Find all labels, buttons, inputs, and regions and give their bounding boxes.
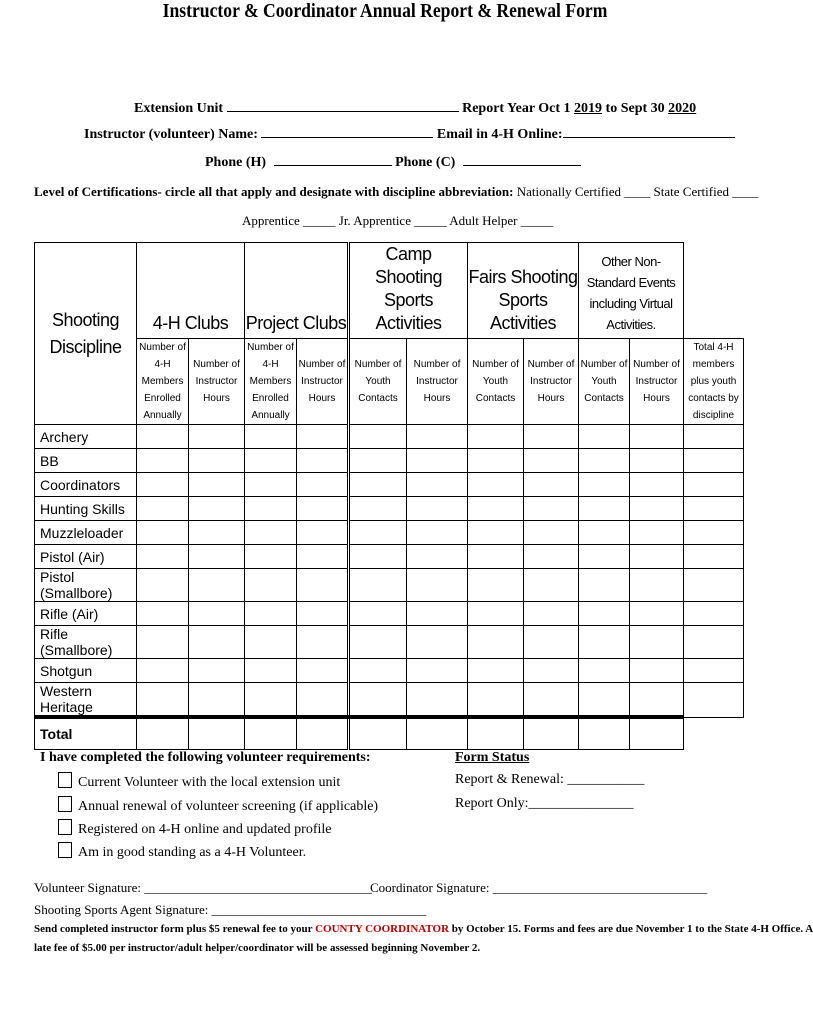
data-cell[interactable] — [579, 497, 630, 521]
data-cell[interactable] — [684, 497, 744, 521]
data-cell[interactable] — [468, 473, 524, 497]
group-fairs-shooting: Fairs Shooting Sports Activities — [468, 243, 579, 339]
data-cell[interactable] — [524, 497, 579, 521]
data-cell[interactable] — [524, 683, 579, 718]
footer-part2: by October 15. Forms and fees are due November 1 to the State 4-H Office. A — [451, 923, 813, 935]
data-cell[interactable] — [245, 569, 297, 602]
data-cell[interactable] — [189, 659, 245, 683]
data-cell[interactable] — [579, 569, 630, 602]
data-cell[interactable] — [349, 659, 407, 683]
phone-c-field[interactable] — [463, 165, 581, 166]
data-cell[interactable] — [189, 683, 245, 718]
data-cell[interactable] — [630, 659, 684, 683]
data-cell[interactable] — [297, 545, 349, 569]
discipline-label: Western Heritage — [35, 683, 137, 718]
data-cell[interactable] — [137, 521, 189, 545]
data-cell[interactable] — [245, 473, 297, 497]
phone-h-label: Phone (H) — [205, 155, 267, 170]
report-year-to: to Sept 30 — [605, 101, 665, 116]
discipline-label: Rifle (Air) — [35, 602, 137, 626]
phone-h-field[interactable] — [274, 165, 392, 166]
data-cell[interactable] — [137, 449, 189, 473]
discipline-label: Muzzleloader — [35, 521, 137, 545]
data-cell[interactable] — [297, 659, 349, 683]
certifications-line-2 — [242, 213, 553, 229]
data-cell[interactable] — [579, 521, 630, 545]
apprentice[interactable]: Apprentice _____ — [242, 213, 336, 228]
year-end: 2020 — [668, 101, 697, 116]
data-cell[interactable] — [407, 659, 468, 683]
total-cell[interactable] — [630, 717, 684, 750]
discipline-label: Coordinators — [35, 473, 137, 497]
requirement-item[interactable] — [58, 772, 340, 791]
certifications-label: Level of Certifications- circle all that apply and designate with discipline abbreviation: — [34, 184, 514, 199]
project-hours-header: Number of Instructor Hours — [297, 339, 349, 425]
data-cell[interactable] — [407, 683, 468, 718]
fairs-hours-header: Number of Instructor Hours — [524, 339, 579, 425]
requirement-item[interactable] — [58, 842, 306, 861]
data-cell[interactable] — [297, 569, 349, 602]
total-cell[interactable] — [579, 717, 630, 750]
data-cell[interactable] — [630, 521, 684, 545]
total-members-header: Total 4-H members plus youth contacts by discipline — [684, 339, 744, 425]
total-blank — [684, 717, 744, 750]
total-cell[interactable] — [137, 717, 189, 750]
data-cell[interactable] — [468, 683, 524, 718]
discipline-label: Shotgun — [35, 659, 137, 683]
email-field[interactable] — [563, 137, 735, 138]
coordinator-signature[interactable]: Coordinator Signature: _________________________________ — [370, 880, 708, 895]
discipline-row — [35, 626, 744, 659]
data-cell[interactable] — [349, 425, 407, 449]
data-cell[interactable] — [524, 473, 579, 497]
nationally-certified[interactable]: Nationally Certified ____ — [516, 184, 651, 199]
data-cell[interactable] — [524, 626, 579, 659]
data-cell[interactable] — [524, 449, 579, 473]
data-cell[interactable] — [630, 449, 684, 473]
data-cell[interactable] — [189, 497, 245, 521]
requirement-label: Annual renewal of volunteer screening (if applicable) — [78, 799, 379, 814]
data-cell[interactable] — [684, 569, 744, 602]
discipline-row — [35, 473, 744, 497]
data-cell[interactable] — [684, 545, 744, 569]
total-cell[interactable] — [524, 717, 579, 750]
data-cell[interactable] — [684, 521, 744, 545]
requirement-item[interactable] — [58, 796, 378, 815]
data-cell[interactable] — [579, 602, 630, 626]
data-cell[interactable] — [684, 626, 744, 659]
discipline-label: BB — [35, 449, 137, 473]
data-cell[interactable] — [137, 425, 189, 449]
data-cell[interactable] — [137, 545, 189, 569]
data-cell[interactable] — [684, 683, 744, 718]
data-cell[interactable] — [630, 626, 684, 659]
data-cell[interactable] — [245, 659, 297, 683]
data-cell[interactable] — [684, 449, 744, 473]
data-cell[interactable] — [579, 545, 630, 569]
form-status-renewal[interactable]: Report & Renewal: ___________ — [455, 772, 645, 787]
discipline-row — [35, 683, 744, 718]
data-cell[interactable] — [468, 602, 524, 626]
instructor-name-label: Instructor (volunteer) Name: — [84, 127, 258, 142]
clubs-hours-header: Number of Instructor Hours — [189, 339, 245, 425]
discipline-label: Rifle (Smallbore) — [35, 626, 137, 659]
year-start: 2019 — [574, 101, 603, 116]
data-cell[interactable] — [349, 683, 407, 718]
data-cell[interactable] — [245, 602, 297, 626]
data-cell[interactable] — [407, 497, 468, 521]
data-cell[interactable] — [349, 521, 407, 545]
data-cell[interactable] — [297, 626, 349, 659]
data-cell[interactable] — [468, 569, 524, 602]
discipline-label: Pistol (Air) — [35, 545, 137, 569]
state-certified[interactable]: State Certified ____ — [653, 184, 759, 199]
group-4h-clubs: 4-H Clubs — [137, 243, 245, 339]
data-cell[interactable] — [579, 449, 630, 473]
total-cell[interactable] — [189, 717, 245, 750]
adult-helper[interactable]: Adult Helper _____ — [449, 213, 554, 228]
data-cell[interactable] — [524, 602, 579, 626]
fairs-youth-header: Number of Youth Contacts — [468, 339, 524, 425]
shooting-discipline-label: Shooting Discipline — [49, 309, 122, 357]
data-cell[interactable] — [349, 473, 407, 497]
data-cell[interactable] — [349, 449, 407, 473]
data-cell[interactable] — [684, 425, 744, 449]
discipline-row — [35, 602, 744, 626]
data-cell[interactable] — [630, 569, 684, 602]
data-cell[interactable] — [297, 425, 349, 449]
agent-signature[interactable]: Shooting Sports Agent Signature: _________________________________ — [34, 902, 427, 917]
extension-unit-label: Extension Unit — [134, 101, 224, 116]
data-cell[interactable] — [189, 626, 245, 659]
data-cell[interactable] — [137, 659, 189, 683]
data-cell[interactable] — [524, 569, 579, 602]
data-cell[interactable] — [349, 602, 407, 626]
certifications-line — [34, 184, 758, 200]
data-cell[interactable] — [189, 545, 245, 569]
other-hours-header: Number of Instructor Hours — [630, 339, 684, 425]
data-cell[interactable] — [630, 683, 684, 718]
phone-line — [205, 155, 581, 171]
total-label: Total — [35, 717, 137, 750]
data-cell[interactable] — [407, 626, 468, 659]
extension-unit-line — [134, 101, 696, 117]
data-cell[interactable] — [189, 449, 245, 473]
clubs-members-header: Number of 4-H Members Enrolled Annually — [137, 339, 189, 425]
total-cell[interactable] — [297, 717, 349, 750]
data-cell[interactable] — [137, 683, 189, 718]
jr-apprentice[interactable]: Jr. Apprentice _____ — [338, 213, 447, 228]
discipline-row — [35, 545, 744, 569]
group-project-clubs: Project Clubs — [245, 243, 349, 339]
data-cell[interactable] — [630, 497, 684, 521]
discipline-label: Pistol (Smallbore) — [35, 569, 137, 602]
discipline-row — [35, 449, 744, 473]
data-cell[interactable] — [297, 683, 349, 718]
data-cell[interactable] — [407, 602, 468, 626]
total-cell[interactable] — [349, 717, 407, 750]
data-cell[interactable] — [468, 521, 524, 545]
data-cell[interactable] — [137, 602, 189, 626]
requirement-label: Current Volunteer with the local extension unit — [78, 775, 341, 790]
data-cell[interactable] — [137, 569, 189, 602]
data-cell[interactable] — [245, 521, 297, 545]
discipline-row — [35, 659, 744, 683]
data-cell[interactable] — [630, 602, 684, 626]
data-cell[interactable] — [189, 425, 245, 449]
requirement-label: Am in good standing as a 4-H Volunteer. — [78, 845, 307, 860]
data-cell[interactable] — [407, 521, 468, 545]
data-cell[interactable] — [524, 545, 579, 569]
camp-hours-header: Number of Instructor Hours — [407, 339, 468, 425]
checkbox[interactable] — [58, 842, 72, 858]
data-cell[interactable] — [189, 473, 245, 497]
data-cell[interactable] — [137, 626, 189, 659]
discipline-label: Archery — [35, 425, 137, 449]
data-cell[interactable] — [630, 473, 684, 497]
instructor-name-field[interactable] — [261, 137, 433, 138]
requirement-item[interactable] — [58, 819, 331, 838]
data-cell[interactable] — [189, 569, 245, 602]
camp-youth-header: Number of Youth Contacts — [349, 339, 407, 425]
discipline-row — [35, 569, 744, 602]
report-year-prefix: Report Year Oct 1 — [462, 101, 571, 116]
data-cell[interactable] — [349, 626, 407, 659]
data-cell[interactable] — [684, 473, 744, 497]
data-cell[interactable] — [245, 425, 297, 449]
header-blank — [684, 243, 744, 339]
discipline-row — [35, 521, 744, 545]
instructor-line — [84, 127, 735, 143]
data-cell[interactable] — [630, 545, 684, 569]
shooting-discipline-header — [35, 243, 137, 425]
volunteer-signature[interactable]: Volunteer Signature: ___________________________________ — [34, 880, 372, 895]
data-cell[interactable] — [189, 602, 245, 626]
data-cell[interactable] — [245, 626, 297, 659]
footer-part1: Send completed instructor form plus $5 renewal fee to your — [34, 923, 313, 935]
data-cell[interactable] — [245, 449, 297, 473]
county-coordinator: COUNTY COORDINATOR — [315, 923, 450, 935]
data-cell[interactable] — [407, 545, 468, 569]
data-cell[interactable] — [407, 425, 468, 449]
data-cell[interactable] — [579, 425, 630, 449]
data-cell[interactable] — [579, 659, 630, 683]
data-cell[interactable] — [297, 449, 349, 473]
extension-unit-field[interactable] — [227, 111, 459, 112]
data-cell[interactable] — [468, 425, 524, 449]
total-cell[interactable] — [245, 717, 297, 750]
form-status-heading: Form Status — [455, 750, 530, 765]
other-youth-header: Number of Youth Contacts — [579, 339, 630, 425]
data-cell[interactable] — [245, 683, 297, 718]
data-cell[interactable] — [297, 473, 349, 497]
group-other-events: Other Non-Standard Events including Virtual Activities. — [579, 243, 684, 339]
data-cell[interactable] — [579, 683, 630, 718]
data-cell[interactable] — [245, 545, 297, 569]
total-cell[interactable] — [468, 717, 524, 750]
checkbox[interactable] — [58, 772, 72, 788]
total-cell[interactable] — [407, 717, 468, 750]
discipline-row — [35, 425, 744, 449]
data-cell[interactable] — [407, 449, 468, 473]
data-cell[interactable] — [579, 626, 630, 659]
data-cell[interactable] — [137, 473, 189, 497]
data-cell[interactable] — [630, 425, 684, 449]
data-cell[interactable] — [684, 659, 744, 683]
data-cell[interactable] — [297, 521, 349, 545]
data-cell[interactable] — [245, 497, 297, 521]
data-cell[interactable] — [524, 425, 579, 449]
discipline-label: Hunting Skills — [35, 497, 137, 521]
data-cell[interactable] — [407, 569, 468, 602]
data-cell[interactable] — [468, 545, 524, 569]
checkbox[interactable] — [58, 819, 72, 835]
footer-note-line-2: late fee of $5.00 per instructor/adult helper/coordinator will be assessed beginning November 2. — [34, 942, 481, 954]
requirement-label: Registered on 4-H online and updated profile — [78, 822, 332, 837]
data-cell[interactable] — [468, 497, 524, 521]
data-cell[interactable] — [407, 473, 468, 497]
data-cell[interactable] — [468, 659, 524, 683]
footer-note-line-1 — [34, 923, 813, 935]
data-cell[interactable] — [524, 659, 579, 683]
data-cell[interactable] — [684, 602, 744, 626]
data-cell[interactable] — [349, 569, 407, 602]
phone-c-label: Phone (C) — [395, 155, 456, 170]
discipline-row — [35, 497, 744, 521]
report-table — [34, 242, 744, 750]
data-cell[interactable] — [468, 449, 524, 473]
data-cell[interactable] — [189, 521, 245, 545]
data-cell[interactable] — [349, 497, 407, 521]
form-status-report-only[interactable]: Report Only:_______________ — [455, 796, 634, 811]
data-cell[interactable] — [349, 545, 407, 569]
data-cell[interactable] — [524, 521, 579, 545]
form-title: Instructor & Coordinator Annual Report & Renewal Form — [162, 0, 608, 22]
checkbox[interactable] — [58, 796, 72, 812]
email-label: Email in 4-H Online: — [436, 127, 563, 142]
requirements-heading: I have completed the following volunteer requirements: — [40, 750, 371, 765]
data-cell[interactable] — [137, 497, 189, 521]
data-cell[interactable] — [297, 497, 349, 521]
project-members-header: Number of 4-H Members Enrolled Annually — [245, 339, 297, 425]
group-camp-shooting: Camp Shooting Sports Activities — [349, 243, 468, 339]
data-cell[interactable] — [297, 602, 349, 626]
data-cell[interactable] — [468, 626, 524, 659]
data-cell[interactable] — [579, 473, 630, 497]
